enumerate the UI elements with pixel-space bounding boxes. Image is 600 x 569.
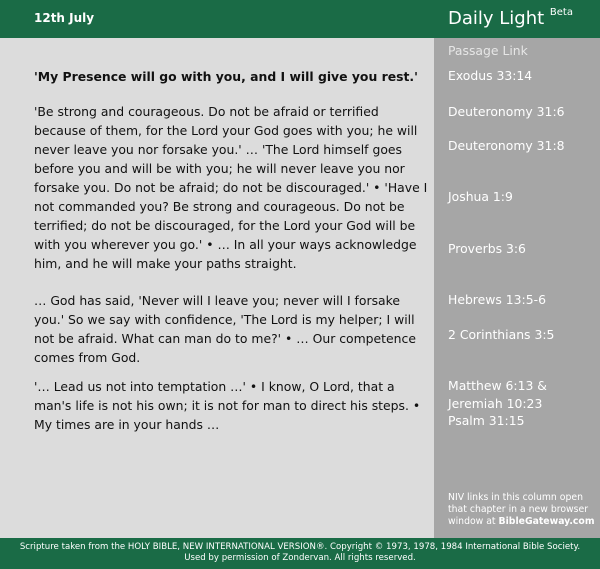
date-label: 12th July [34,11,95,25]
passage-link-exodus[interactable]: Exodus 33:14 [448,68,533,83]
passage-link-psalm[interactable]: Psalm 31:15 [448,413,525,428]
passage-link-deuteronomy-31-8[interactable]: Deuteronomy 31:8 [448,138,565,153]
passage-link-proverbs[interactable]: Proverbs 3:6 [448,241,526,256]
biblegateway-link[interactable]: BibleGateway.com [498,516,595,527]
passage-link-jeremiah[interactable]: Jeremiah 10:23 [448,396,543,411]
copyright-footer [0,538,600,569]
header-bar [0,0,600,38]
copyright-line-1: Scripture taken from the HOLY BIBLE, NEW INTERNATIONAL VERSION®. Copyright © 1973, 1978, 1984 International Bible Society. [19,542,581,552]
beta-badge: Beta [549,7,573,18]
passage-link-deuteronomy-31-6[interactable]: Deuteronomy 31:6 [448,104,565,119]
app-title [448,8,573,29]
passage-link-hebrews[interactable]: Hebrews 13:5-6 [448,292,546,307]
passage-link-heading: Passage Link [448,43,528,58]
reading-paragraph-3: '… Lead us not into temptation …' • I know, O Lord, that a man's life is not his own; it is not for man to direct his steps. • My times are in your hands … [34,379,421,432]
passage-link-2-corinthians[interactable]: 2 Corinthians 3:5 [448,327,555,342]
passage-link-joshua[interactable]: Joshua 1:9 [448,189,513,204]
reading-paragraph-2: … God has said, 'Never will I leave you; never will I forsake you.' So we say with confidence, 'The Lord is my helper; I will not be afraid. What can man do to me?' • … Our competence comes from God. [34,293,416,365]
niv-links-note-text: NIV links in this column open that chapter in a new browser window at [448,492,589,527]
niv-links-note [448,492,596,528]
copyright-line-2: Used by permission of Zondervan. All rights reserved. [184,553,416,563]
reading-paragraph-1: 'Be strong and courageous. Do not be afraid or terrified because of them, for the Lord your God goes with you; he will never leave you nor forsake you.' … 'The Lord himself goes before you and will be with you; he will never leave you nor forsake you. Do not be afraid; do not be discouraged.' • 'Have I not commanded you? Be strong and courageous. Do not be terrified; do not be discouraged, for the Lord your God will be with you wherever you go.' • … In all your ways acknowledge him, and he will make your paths straight. [34,104,428,271]
theme-verse: 'My Presence will go with you, and I will give you rest.' [34,69,418,84]
passage-link-matthew[interactable]: Matthew 6:13 & [448,378,547,393]
app-title-text: Daily Light [448,8,545,29]
